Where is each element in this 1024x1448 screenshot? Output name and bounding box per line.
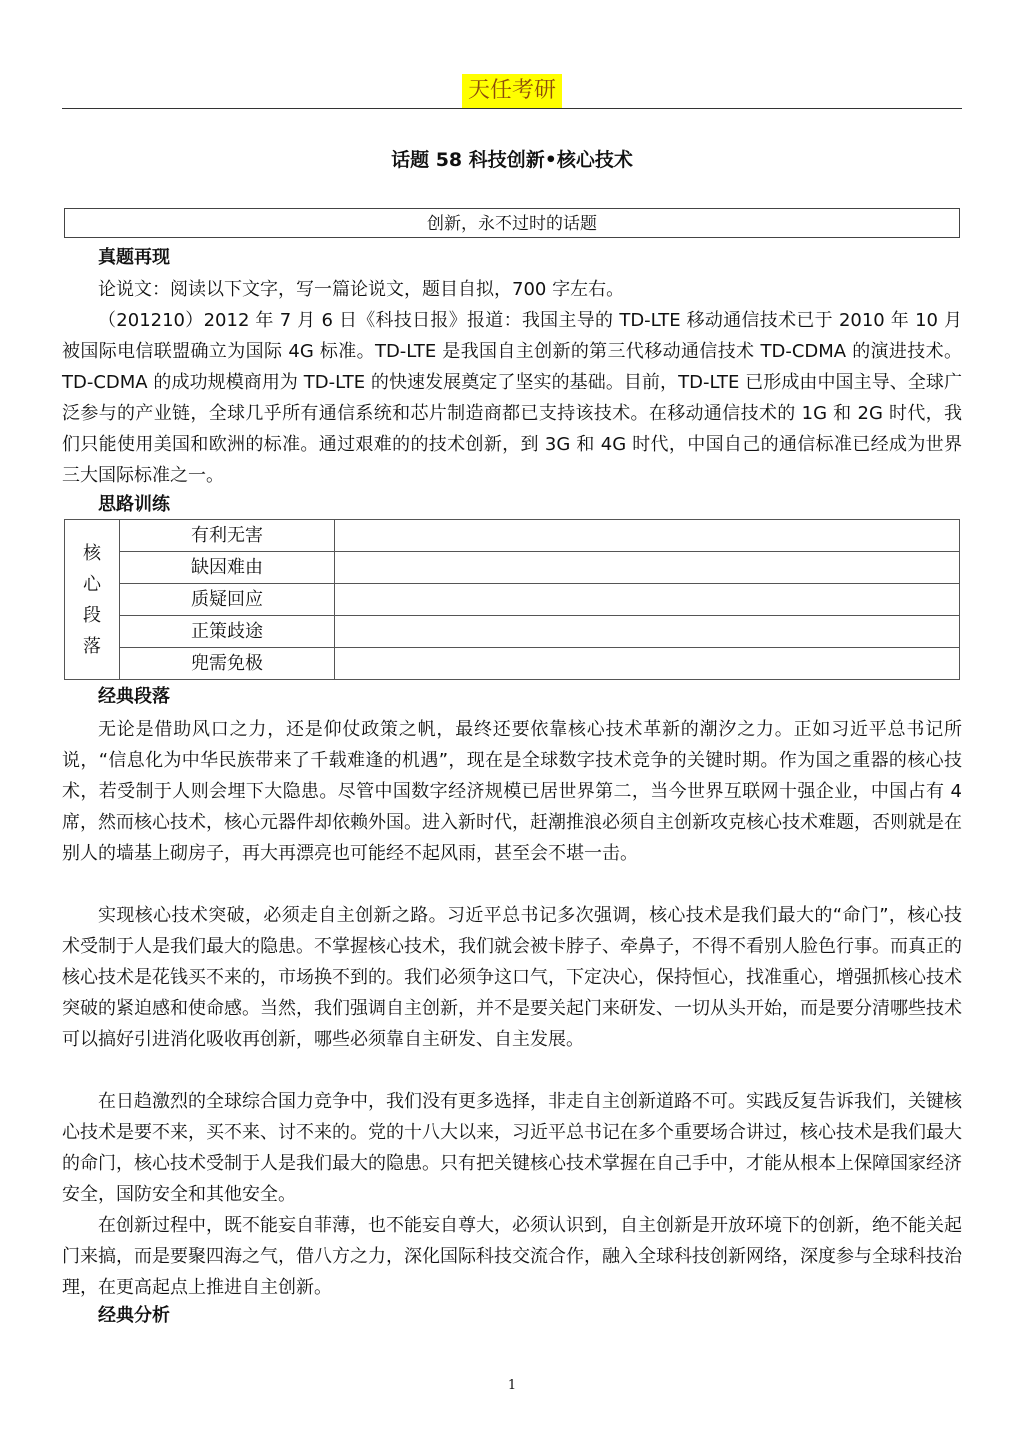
answer-cell[interactable] xyxy=(335,584,960,616)
exam-task: 论说文：阅读以下文字，写一篇论说文，题目自拟，700 字左右。 xyxy=(98,279,625,300)
classic-paragraph: 在日趋激烈的全球综合国力竞争中，我们没有更多选择，非走自主创新道路不可。实践反复告诉我们，关键核心技术是要不来，买不来、讨不来的。党的十八大以来，习近平总书记在多个重要场合讲过，核心技术是我们最大的命门，核心技术受制于人是我们最大的隐患。只有把关键核心技术掌握在自己手中，才能从根本上保障国家经济安全，国防安全和其他安全。 xyxy=(62,1091,962,1205)
core-paragraph-label: 核 心 段 落 xyxy=(65,520,120,680)
table-row xyxy=(65,552,960,584)
table-row xyxy=(65,584,960,616)
section-heading-analysis: 经典分析 xyxy=(98,1305,170,1326)
training-item: 有利无害 xyxy=(120,520,335,552)
answer-cell[interactable] xyxy=(335,520,960,552)
table-row xyxy=(65,520,960,552)
answer-cell[interactable] xyxy=(335,616,960,648)
training-table xyxy=(64,519,960,680)
training-item: 正策歧途 xyxy=(120,616,335,648)
page-number: 1 xyxy=(507,1378,517,1393)
table-row xyxy=(65,648,960,680)
training-item: 缺因难由 xyxy=(120,552,335,584)
classic-paragraph: 在创新过程中，既不能妄自菲薄，也不能妄自尊大，必须认识到，自主创新是开放环境下的创新，绝不能关起门来搞，而是要聚四海之气，借八方之力，深化国际科技交流合作，融入全球科技创新网络，深度参与全球科技治理，在更高起点上推进自主创新。 xyxy=(62,1215,962,1298)
training-item: 质疑回应 xyxy=(120,584,335,616)
answer-cell[interactable] xyxy=(335,648,960,680)
section-heading-classic-paragraphs: 经典段落 xyxy=(98,686,170,707)
brand-logo: 天任考研 xyxy=(462,74,562,108)
header-divider xyxy=(62,108,962,109)
section-heading-training: 思路训练 xyxy=(98,494,170,515)
page-title: 话题 58 科技创新•核心技术 xyxy=(391,149,633,171)
table-row xyxy=(65,616,960,648)
answer-cell[interactable] xyxy=(335,552,960,584)
section-heading-real-exam: 真题再现 xyxy=(98,247,170,268)
classic-paragraph: 无论是借助风口之力，还是仰仗政策之帆，最终还要依靠核心技术革新的潮汐之力。正如习近平总书记所说，“信息化为中华民族带来了千载难逢的机遇”，现在是全球数字技术竞争的关键时期。作为国之重器的核心技术，若受制于人则会埋下大隐患。尽管中国数字经济规模已居世界第二，当今世界互联网十强企业，中国占有 4 席，然而核心技术，核心元器件却依赖外国。进入新时代，赶潮推浪必须自主创新攻克核心技术难题，否则就是在别人的墙基上砌房子，再大再漂亮也可能经不起风雨，甚至会不堪一击。 xyxy=(62,719,962,864)
theme-banner: 创新，永不过时的话题 xyxy=(64,208,960,238)
classic-paragraph: 实现核心技术突破，必须走自主创新之路。习近平总书记多次强调，核心技术是我们最大的“命门”，核心技术受制于人是我们最大的隐患。不掌握核心技术，我们就会被卡脖子、牵鼻子，不得不看别人脸色行事。而真正的核心技术是花钱买不来的，市场换不到的。我们必须争这口气，下定决心，保持恒心，找准重心，增强抓核心技术突破的紧迫感和使命感。当然，我们强调自主创新，并不是要关起门来研发、一切从头开始，而是要分清哪些技术可以搞好引进消化吸收再创新，哪些必须靠自主研发、自主发展。 xyxy=(62,905,962,1050)
exam-material: （201210）2012 年 7 月 6 日《科技日报》报道：我国主导的 TD-LTE 移动通信技术已于 2010 年 10 月被国际电信联盟确立为国际 4G 标准。TD-LTE 是我国自主创新的第三代移动通信技术 TD-CDMA 的演进技术。TD-CDMA 的成功规模商用为 TD-LTE 的快速发展奠定了坚实的基础。目前，TD-LTE 已形成由中国主导、全球广泛参与的产业链，全球几乎所有通信系统和芯片制造商都已支持该技术。在移动通信技术的 1G 和 2G 时代，我们只能使用美国和欧洲的标准。通过艰难的的技术创新，到 3G 和 4G 时代，中国自己的通信标准已经成为世界三大国际标准之一。 xyxy=(62,310,962,486)
training-item: 兜需免极 xyxy=(120,648,335,680)
